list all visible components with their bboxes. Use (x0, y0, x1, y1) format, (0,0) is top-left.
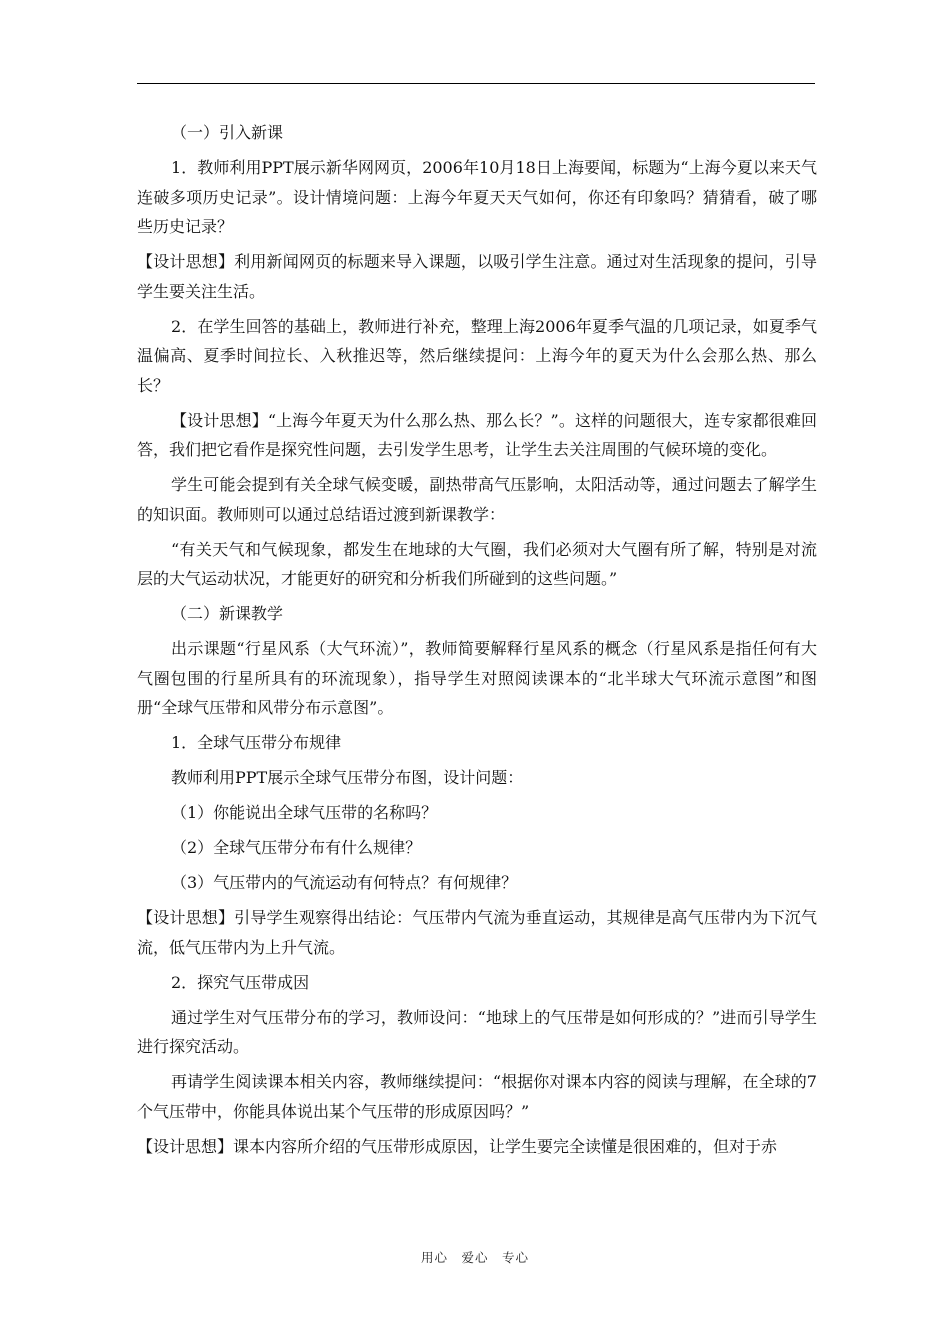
question-item: （3）气压带内的气流运动有何特点？有何规律？ (171, 873, 518, 892)
header-rule (137, 83, 815, 84)
design-idea-paragraph: 【设计思想】引导学生观察得出结论：气压带内气流为垂直运动，其规律是高气压带内为下沉气流，低气压带内为上升气流。 (137, 908, 817, 957)
design-idea-paragraph: 【设计思想】利用新闻网页的标题来导入课题，以吸引学生注意。通过对生活现象的提问，引导学生要关注生活。 (137, 252, 817, 301)
section-heading-intro: （一）引入新课 (171, 123, 284, 142)
document-body (137, 118, 817, 1167)
paragraph: 1．教师利用PPT展示新华网网页，2006年10月18日上海要闻，标题为“上海今夏以来天气连破多项历史记录”。设计情境问题：上海今年夏天天气如何，你还有印象吗？猜猜看，破了哪些历史记录？ (137, 158, 817, 236)
paragraph: 学生可能会提到有关全球气候变暖，副热带高气压影响，太阳活动等，通过问题去了解学生的知识面。教师则可以通过总结语过渡到新课教学： (137, 475, 817, 524)
question-item: （1）你能说出全球气压带的名称吗？ (171, 803, 438, 822)
paragraph: 再请学生阅读课本相关内容，教师继续提问：“根据你对课本内容的阅读与理解，在全球的7个气压带中，你能具体说出某个气压带的形成原因吗？” (137, 1072, 817, 1121)
quote-paragraph: “有关天气和气候现象，都发生在地球的大气圈，我们必须对大气圈有所了解，特别是对流层的大气运动状况，才能更好的研究和分析我们所碰到的这些问题。” (137, 539, 817, 588)
paragraph: 教师利用PPT展示全球气压带分布图，设计问题： (171, 768, 524, 787)
design-idea-paragraph: 【设计思想】课本内容所介绍的气压带形成原因，让学生要完全读懂是很困难的，但对于赤 (137, 1136, 778, 1156)
paragraph: 出示课题“行星风系（大气环流）”，教师简要解释行星风系的概念（行星风系是指任何有大气圈包围的行星所具有的环流现象），指导学生对照阅读课本的“北半球大气环流示意图”和图册“全球气压带和风带分布示意图”。 (137, 639, 817, 717)
page-footer: 用心 爱心 专心 (420, 1250, 529, 1265)
question-item: （2）全球气压带分布有什么规律？ (171, 838, 422, 857)
paragraph: 通过学生对气压带分布的学习，教师设问：“地球上的气压带是如何形成的？”进而引导学生进行探究活动。 (137, 1007, 817, 1056)
design-idea-paragraph: 【设计思想】“上海今年夏天为什么那么热、那么长？”。这样的问题很大，连专家都很难回答，我们把它看作是探究性问题，去引发学生思考，让学生去关注周围的气候环境的变化。 (137, 410, 817, 459)
subheading: 2．探究气压带成因 (171, 972, 310, 992)
subheading: 1．全球气压带分布规律 (171, 733, 342, 752)
paragraph: 2．在学生回答的基础上，教师进行补充，整理上海2006年夏季气温的几项记录，如夏季气温偏高、夏季时间拉长、入秋推迟等，然后继续提问：上海今年的夏天为什么会那么热、那么长？ (137, 316, 817, 395)
section-heading-new-lesson: （二）新课教学 (171, 604, 284, 623)
